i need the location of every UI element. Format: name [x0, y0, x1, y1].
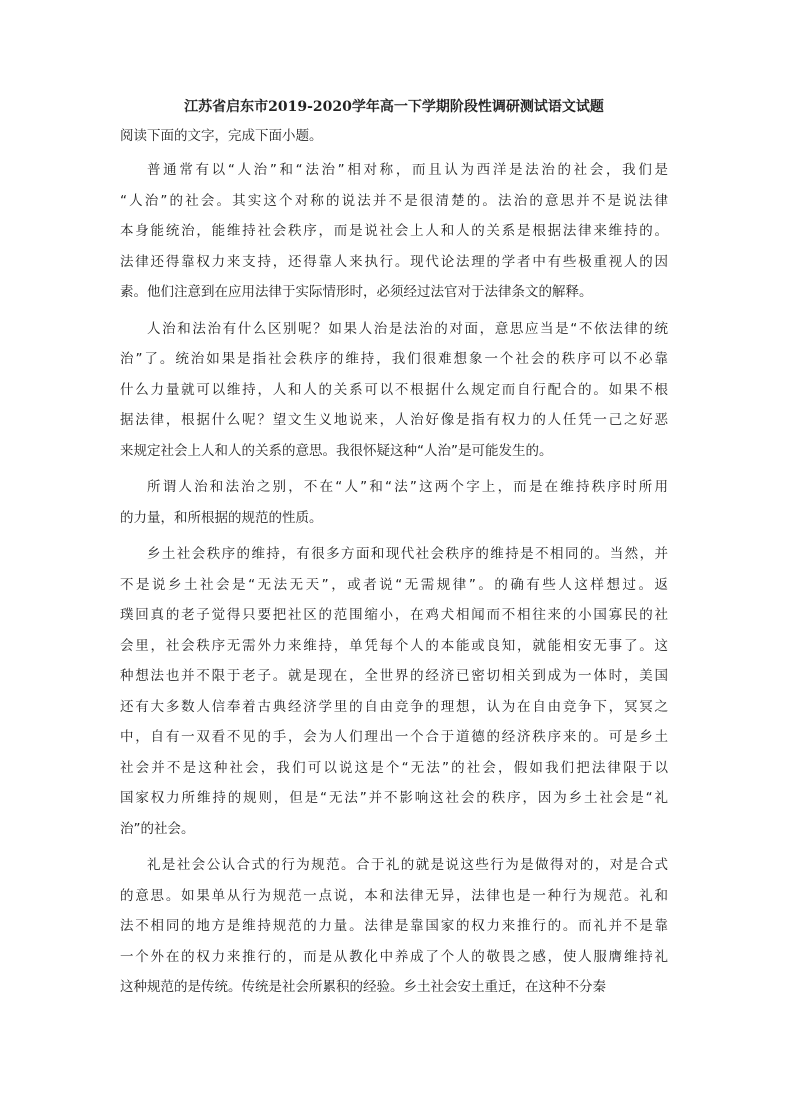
paragraph-line: 来规定社会上人和人的关系的意思。我很怀疑这种“人治”是可能发生的。: [120, 442, 553, 459]
paragraph-line: 乡土社会秩序的维持，有很多方面和现代社会秩序的维持是不相同的。当然，并: [147, 546, 668, 562]
instruction-text: 阅读下面的文字，完成下面小题。: [120, 128, 323, 144]
paragraph-line: 普通常有以“人治”和“法治”相对称，而且认为西洋是法治的社会，我们是: [147, 162, 668, 178]
paragraph-line: 所谓人治和法治之别，不在“人”和“法”这两个字上，而是在维持秩序时所用: [147, 479, 668, 495]
paragraph-line: 素。他们注意到在应用法律于实际情形时，必须经过法官对于法律条文的解释。: [120, 284, 593, 300]
paragraph-line: 法律还得靠权力来支持，还得靠人来执行。现代论法理的学者中有些极重视人的因: [120, 253, 668, 270]
paragraph-line: 这种规范的是传统。传统是社会所累积的经验。乡土社会安土重迁，在这种不分秦: [120, 979, 606, 995]
paragraph-line: 什么力量就可以维持，人和人的关系可以不根据什么规定而自行配合的。如果不根: [120, 381, 668, 398]
paragraph-line: 的意思。如果单从行为规范一点说，本和法律无异，法律也是一种行为规范。礼和: [120, 887, 668, 904]
paragraph-line: 国家权力所维持的规则，但是“无法”并不影响这社会的秩序，因为乡土社会是“礼: [120, 790, 668, 806]
paragraph-line: 治”了。统治如果是指社会秩序的维持，我们很难想象一个社会的秩序可以不必靠: [120, 351, 668, 367]
document-page: [120, 97, 668, 1009]
paragraph-line: 会里，社会秩序无需外力来维持，单凭每个人的本能或良知，就能相安无事了。这: [120, 637, 668, 654]
paragraph-line: 本身能统治，能维持社会秩序，而是说社会上人和人的关系是根据法律来维持的。: [120, 223, 668, 239]
paragraph-line: 法不相同的地方是维持规范的力量。法律是靠国家的权力来推行的。而礼并不是靠: [120, 918, 668, 934]
paragraph-line: 的力量，和所根据的规范的性质。: [120, 509, 323, 526]
document-title: 江苏省启东市2019-2020学年高一下学期阶段性调研测试语文试题: [184, 99, 604, 115]
paragraph-line: 中，自有一双看不见的手，会为人们理出一个合于道德的经济秩序来的。可是乡土: [120, 729, 668, 745]
paragraph-line: 社会并不是这种社会，我们可以说这是个“无法”的社会，假如我们把法律限于以: [120, 759, 668, 776]
paragraph-line: 据法律，根据什么呢？望文生义地说来，人治好像是指有权力的人任凭一己之好恶: [120, 412, 668, 428]
passage-paragraph: [120, 850, 668, 1003]
paragraph-line: 种想法也并不限于老子。就是现在，全世界的经济已密切相关到成为一体时，美国: [120, 668, 668, 684]
paragraph-line: 治”的社会。: [120, 820, 195, 837]
passage-paragraph: [120, 539, 668, 844]
paragraph-line: 还有大多数人信奉着古典经济学里的自由竞争的理想，认为在自由竞争下，冥冥之: [120, 698, 668, 715]
paragraph-line: “人治”的社会。其实这个对称的说法并不是很清楚的。法治的意思并不是说法律: [120, 192, 668, 209]
passage-paragraph: [120, 155, 668, 308]
passage-paragraph: [120, 314, 668, 467]
passage-body: [120, 155, 668, 1003]
passage-paragraph: [120, 472, 668, 533]
paragraph-line: 不是说乡土社会是“无法无天”，或者说“无需规律”。的确有些人这样想过。返: [120, 576, 668, 593]
paragraph-line: 璞回真的老子觉得只要把社区的范围缩小，在鸡犬相闻而不相往来的小国寡民的社: [120, 607, 668, 623]
paragraph-line: 礼是社会公认合式的行为规范。合于礼的就是说这些行为是做得对的，对是合式: [147, 857, 668, 873]
paragraph-line: 一个外在的权力来推行的，而是从教化中养成了个人的敬畏之感，使人服膺维持礼: [120, 948, 668, 965]
paragraph-line: 人治和法治有什么区别呢？如果人治是法治的对面，意思应当是“不依法律的统: [147, 320, 668, 337]
